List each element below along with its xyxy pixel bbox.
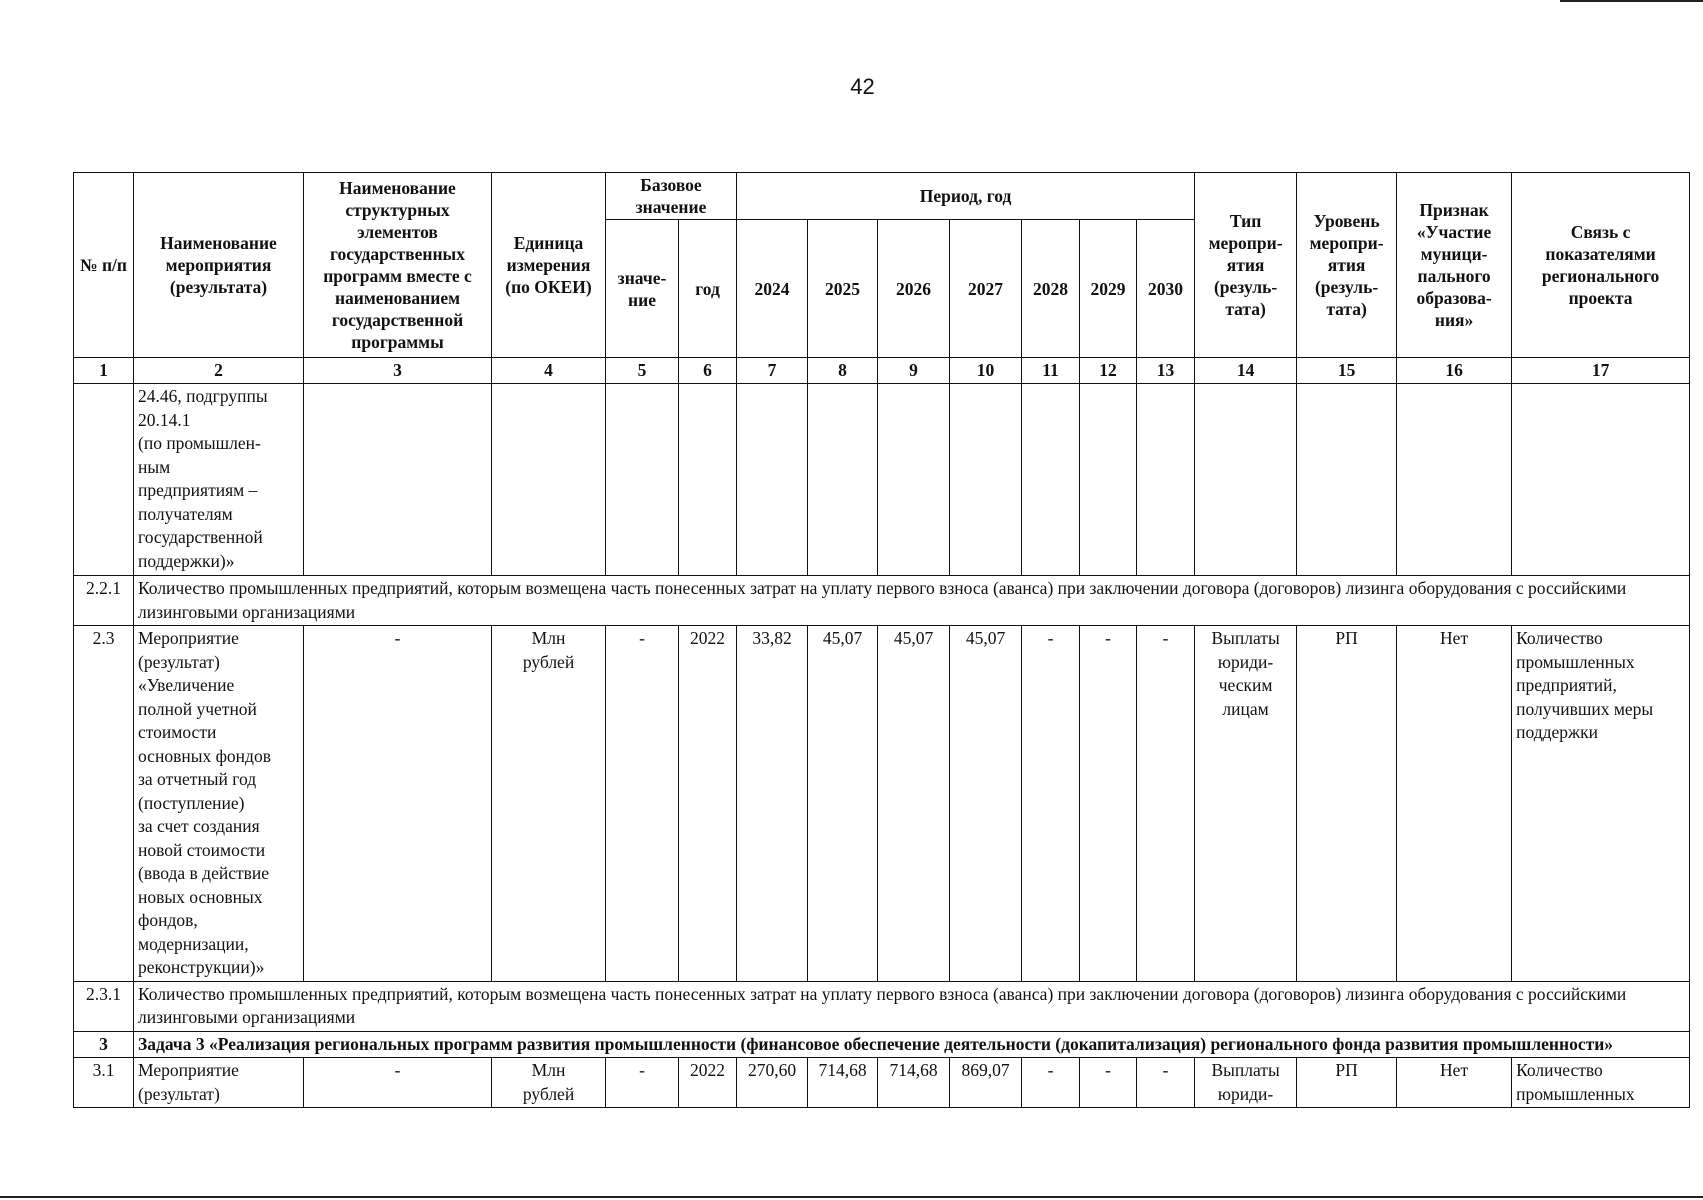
empty-cell xyxy=(1080,384,1137,576)
level-cell: РП xyxy=(1297,1058,1397,1108)
column-number: 14 xyxy=(1195,358,1297,384)
empty-cell xyxy=(950,384,1022,576)
header-name: Наименование мероприятия (результата) xyxy=(134,173,304,358)
header-year-2024: 2024 xyxy=(737,220,808,358)
scan-edge-bottom xyxy=(0,1196,1703,1198)
empty-cell xyxy=(1022,384,1080,576)
struct-cell: - xyxy=(304,626,492,982)
column-number: 8 xyxy=(808,358,878,384)
indicator-text-cell: Количество промышленных предприятий, которым возмещена часть понесенных затрат на уплату первого взноса (аванса) при заключении договора (договоров) лизинга оборудования с российскими лизинговыми организациями xyxy=(134,576,1690,626)
row-num-cell: 2.3 xyxy=(74,626,134,982)
table-row-continuation xyxy=(74,384,1690,576)
value-2026-cell: 45,07 xyxy=(878,626,950,982)
empty-cell xyxy=(492,384,606,576)
type-cell: Выплаты юриди- xyxy=(1195,1058,1297,1108)
empty-cell xyxy=(737,384,808,576)
header-year-2028: 2028 xyxy=(1022,220,1080,358)
measure-name-cell: Мероприятие (результат) «Увеличение полной учетной стоимости основных фондов за отчетный год (поступление) за счет создания новой стоимости (ввода в действие новых основных фондов, модернизации, реконструкции)» xyxy=(134,626,304,982)
column-numbers-row xyxy=(74,358,1690,384)
empty-cell xyxy=(1397,384,1512,576)
measures-table xyxy=(73,172,1690,1108)
column-number: 3 xyxy=(304,358,492,384)
column-number: 12 xyxy=(1080,358,1137,384)
column-number: 6 xyxy=(679,358,737,384)
column-number: 13 xyxy=(1137,358,1195,384)
value-2028-cell: - xyxy=(1022,626,1080,982)
link-cell: Количество промышленных предприятий, получивших меры поддержки xyxy=(1512,626,1690,982)
column-number: 16 xyxy=(1397,358,1512,384)
column-number: 11 xyxy=(1022,358,1080,384)
header-link: Связь с показателями регионального проекта xyxy=(1512,173,1690,358)
base-value-cell: - xyxy=(606,1058,679,1108)
base-value-cell: - xyxy=(606,626,679,982)
value-2027-cell: 45,07 xyxy=(950,626,1022,982)
measure-name-cell: 24.46, подгруппы 20.14.1 (по промышлен- ным предприятиям – получателям государственной поддержки)» xyxy=(134,384,304,576)
header-year-2029: 2029 xyxy=(1080,220,1137,358)
header-row xyxy=(74,173,1690,220)
level-cell: РП xyxy=(1297,626,1397,982)
base-year-cell: 2022 xyxy=(679,1058,737,1108)
column-number: 1 xyxy=(74,358,134,384)
header-municipal: Признак «Участие муници-пального образова-ния» xyxy=(1397,173,1512,358)
value-2027-cell: 869,07 xyxy=(950,1058,1022,1108)
header-base-value: значе-ние xyxy=(606,220,679,358)
table-row-2-3 xyxy=(74,626,1690,982)
header-year-2026: 2026 xyxy=(878,220,950,358)
value-2026-cell: 714,68 xyxy=(878,1058,950,1108)
base-year-cell: 2022 xyxy=(679,626,737,982)
value-2030-cell: - xyxy=(1137,626,1195,982)
empty-cell xyxy=(1137,384,1195,576)
empty-cell xyxy=(1297,384,1397,576)
indicator-text-cell: Количество промышленных предприятий, которым возмещена часть понесенных затрат на уплату первого взноса (аванса) при заключении договора (договоров) лизинга оборудования с российскими лизинговыми организациями xyxy=(134,981,1690,1031)
column-number: 10 xyxy=(950,358,1022,384)
value-2029-cell: - xyxy=(1080,1058,1137,1108)
row-num-cell: 2.2.1 xyxy=(74,576,134,626)
column-number: 17 xyxy=(1512,358,1690,384)
header-base: Базовое значение xyxy=(606,173,737,220)
link-cell: Количество промышленных xyxy=(1512,1058,1690,1108)
column-number: 9 xyxy=(878,358,950,384)
value-2028-cell: - xyxy=(1022,1058,1080,1108)
value-2030-cell: - xyxy=(1137,1058,1195,1108)
scan-edge-top xyxy=(1560,0,1703,2)
municipal-cell: Нет xyxy=(1397,626,1512,982)
header-type: Тип меропри-ятия (резуль-тата) xyxy=(1195,173,1297,358)
empty-cell xyxy=(304,384,492,576)
unit-cell: Млн рублей xyxy=(492,626,606,982)
task-text-cell: Задача 3 «Реализация региональных программ развития промышленности (финансовое обеспечение деятельности (докапитализация) регионального фонда развития промышленности» xyxy=(134,1031,1690,1058)
empty-cell xyxy=(1195,384,1297,576)
header-level: Уровень меропри-ятия (резуль-тата) xyxy=(1297,173,1397,358)
unit-cell: Млн рублей xyxy=(492,1058,606,1108)
empty-cell xyxy=(808,384,878,576)
column-number: 7 xyxy=(737,358,808,384)
row-num-cell: 3.1 xyxy=(74,1058,134,1108)
column-number: 5 xyxy=(606,358,679,384)
header-year-2027: 2027 xyxy=(950,220,1022,358)
municipal-cell: Нет xyxy=(1397,1058,1512,1108)
empty-cell xyxy=(878,384,950,576)
type-cell: Выплаты юриди- ческим лицам xyxy=(1195,626,1297,982)
header-period: Период, год xyxy=(737,173,1195,220)
struct-cell: - xyxy=(304,1058,492,1108)
header-unit: Единица измерения (по ОКЕИ) xyxy=(492,173,606,358)
value-2029-cell: - xyxy=(1080,626,1137,982)
empty-cell xyxy=(606,384,679,576)
table-row-2-2-1 xyxy=(74,576,1690,626)
page-number: 42 xyxy=(850,74,875,99)
row-num-cell: 2.3.1 xyxy=(74,981,134,1031)
header-num: № п/п xyxy=(74,173,134,358)
header-struct: Наименование структурных элементов государственных программ вместе с наименованием государственной программы xyxy=(304,173,492,358)
column-number: 4 xyxy=(492,358,606,384)
header-base-year: год xyxy=(679,220,737,358)
value-2024-cell: 270,60 xyxy=(737,1058,808,1108)
table-row-3-1 xyxy=(74,1058,1690,1108)
value-2025-cell: 714,68 xyxy=(808,1058,878,1108)
header-year-2030: 2030 xyxy=(1137,220,1195,358)
header-year-2025: 2025 xyxy=(808,220,878,358)
column-number: 15 xyxy=(1297,358,1397,384)
value-2024-cell: 33,82 xyxy=(737,626,808,982)
table-row-task-3 xyxy=(74,1031,1690,1058)
value-2025-cell: 45,07 xyxy=(808,626,878,982)
table-row-2-3-1 xyxy=(74,981,1690,1031)
measure-name-cell: Мероприятие (результат) xyxy=(134,1058,304,1108)
row-num-cell: 3 xyxy=(74,1031,134,1058)
column-number: 2 xyxy=(134,358,304,384)
empty-cell xyxy=(679,384,737,576)
row-num-cell xyxy=(74,384,134,576)
empty-cell xyxy=(1512,384,1690,576)
